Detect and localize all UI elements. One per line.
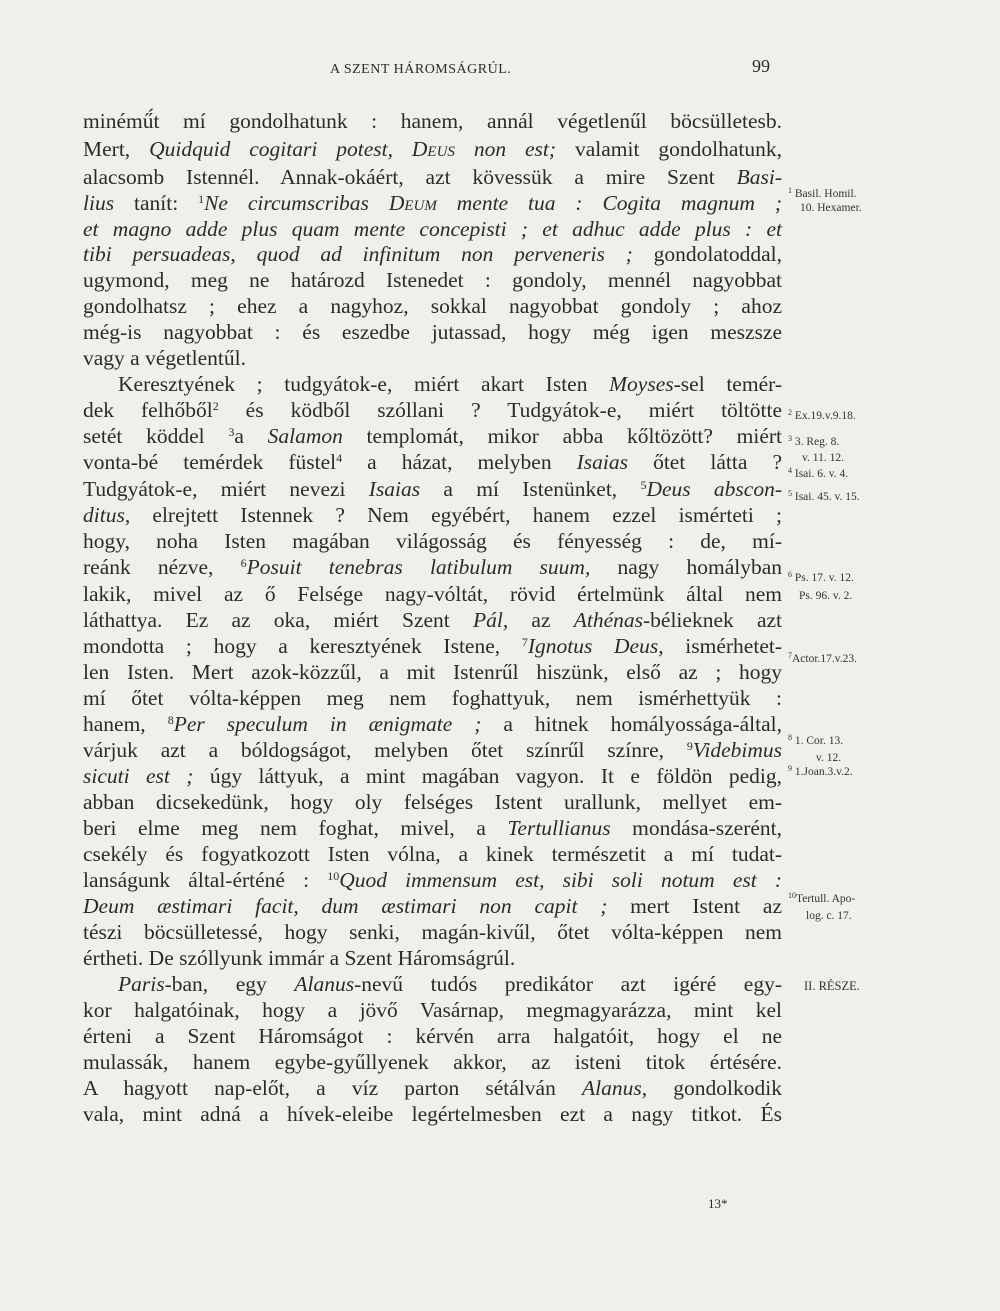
margin-note: $^5$ Isai. 45. v. 15. (788, 489, 860, 503)
text-line: még-is nagyobbat : és eszedbe jutassad, hogy még igen meszsze (83, 320, 782, 344)
text-line: gondolhatsz ; ehez a nagyhoz, sokkal nagyobbat gondoly ; ahoz (83, 294, 782, 318)
footnote-marker: 1 (198, 192, 205, 206)
footnote-marker: 9 (686, 739, 693, 753)
margin-note: $^8$ 1. Cor. 13. (788, 733, 844, 747)
text-line: hanem, $^8$Per speculum in ænigmate ; a hitnek homályossága-által, (83, 712, 782, 736)
text-line: beri elme meg nem foghat, mivel, a Tertullianus mondása-szerént, (83, 816, 783, 840)
text-line: vonta-bé temérdek füstel$^4$ a házat, melyben Isaias őtet látta ? (83, 450, 782, 474)
text-line: vagy a végetlentűl. (83, 346, 246, 370)
text-line: tészi böcsülletessé, hogy senki, magán-kivűl, őtet vólta-képpen nem (83, 920, 782, 944)
text-line: lius tanít: $^1$Ne circumscribas Deum mente tua : Cogita magnum ; (83, 191, 783, 215)
text-line: tibi persuadeas, quod ad infinitum non perveneris ; gondolatoddal, (83, 242, 782, 266)
text-line: len Isten. Mert azok-közzűl, a mit Istenrűl hiszünk, első az ; hogy (83, 660, 782, 684)
text-line: Keresztyének ; tudgyátok-e, miért akart Isten Moyses-sel temér- (118, 372, 782, 396)
footnote-marker: 3 (228, 425, 235, 439)
text-line: Tudgyátok-e, miért nevezi Isaias a mí Istenünket, $^5$Deus abscon- (83, 477, 782, 501)
page-number: 99 (752, 56, 770, 76)
footnote-marker: 7 (521, 635, 528, 649)
text-line: abban dicsekedünk, hogy oly felséges Istent urallunk, mellyet em- (83, 790, 782, 814)
running-head: A SZENT HÁROMSÁGRÚL. (330, 62, 512, 77)
footnote-marker: 6 (240, 556, 247, 570)
footnote-marker: 10 (327, 869, 340, 883)
text-line: reánk nézve, $^6$Posuit tenebras latibulum suum, nagy homályban (83, 555, 783, 579)
margin-note: v. 12. (816, 752, 842, 764)
margin-note: $^9$ 1.Joan.3.v.2. (788, 764, 853, 778)
margin-note: $^6$ Ps. 17. v. 12. (788, 570, 854, 584)
footnote-marker: 8 (167, 713, 174, 727)
text-line: ugymond, meg ne határozd Istenedet : gondoly, mennél nagyobbat (83, 268, 782, 292)
page-header (0, 56, 1000, 86)
text-line: et magno adde plus quam mente concepisti ; et adhuc adde plus : et (83, 217, 782, 241)
margin-note: $^{10}$Tertull. Apo- (788, 891, 856, 905)
margin-note: $^2$ Ex.19.v.9.18. (788, 408, 856, 422)
text-line: A hagyott nap-előt, a víz parton sétálván Alanus, gondolkodik (83, 1076, 782, 1100)
text-line: setét köddel $^3$a Salamon templomát, mikor abba kőltözött? miért (83, 424, 782, 448)
section-heading: II. RÉSZE. (804, 979, 860, 993)
text-line: vala, mint adná a hívek-eleibe legértelmesben ezt a nagy titkot. És (83, 1102, 782, 1126)
text-line: kor halgatóinak, hogy a jövő Vasárnap, megmagyarázza, mint kel (83, 998, 782, 1022)
text-line: várjuk azt a bóldogságot, melyben őtet színrűl színre, $^9$Videbimus (83, 738, 782, 762)
footnote-marker: 5 (640, 478, 647, 492)
text-line: mondotta ; hogy a keresztyének Istene, $^7$Ignotus Deus, ismérhetet- (83, 634, 782, 658)
printer-signature: 13* (708, 1196, 728, 1211)
text-line: láthattya. Ez az oka, miért Szent Pál, az Athénas-bélieknek azt (83, 608, 783, 632)
text-line: Paris-ban, egy Alanus-nevű tudós predikátor azt igéré egy- (118, 972, 783, 996)
text-line: lakik, mivel az ő Felsége nagy-vóltát, rövid értelmünk által nem (83, 582, 782, 606)
text-line: dek felhőből$^2$ és ködből szóllani ? Tudgyátok-e, miért töltötte (83, 398, 782, 422)
margin-note: log. c. 17. (806, 910, 852, 922)
footnote-marker: 4 (336, 451, 343, 465)
text-line: lanságunk által-érténé : $^{10}$Quod immensum est, sibi soli notum est : (83, 868, 782, 892)
footnote-marker: 2 (212, 399, 219, 413)
text-line: mí őtet vólta-képpen meg nem foghattyuk, nem ismérhettyük : (83, 686, 782, 710)
text-line: csekély és fogyatkozott Isten vólna, a kinek természetit a mí tudat- (83, 842, 782, 866)
margin-note: v. 11. 12. (802, 452, 844, 464)
margin-note: Ps. 96. v. 2. (799, 590, 853, 602)
text-line: értheti. De szóllyunk immár a Szent Háromságrúl. (83, 946, 516, 970)
text-line: hogy, noha Isten magában világosság és fényesség : de, mí- (83, 529, 782, 553)
text-line: minémű́t mí gondolhatunk : hanem, annál végetlenűl böcsülletesb. (83, 109, 782, 133)
text-line: Mert, Quidquid cogitari potest, Deus non est; valamit gondolhatunk, (83, 137, 782, 161)
margin-note: $^3$ 3. Reg. 8. (788, 434, 840, 448)
margin-note: $^4$ Isai. 6. v. 4. (788, 466, 849, 480)
text-line: mulassák, hanem egybe-gyűllyenek akkor, az isteni titok értésére. (83, 1050, 782, 1074)
margin-note: $^1$ Basil. Homil. (788, 186, 857, 200)
margin-note: 10. Hexamer. (800, 202, 862, 214)
text-line: Deum æstimari facit, dum æstimari non capit ; mert Istent az (83, 894, 782, 918)
text-line: érteni a Szent Háromságot : kérvén arra halgatóit, hogy el ne (83, 1024, 782, 1048)
text-line: alacsomb Istennél. Annak-okáért, azt kövessük a mire Szent Basi- (83, 165, 782, 189)
text-line: sicuti est ; úgy láttyuk, a mint magában vagyon. It e földön pedig, (83, 764, 782, 788)
text-line: ditus, elrejtett Istennek ? Nem egyébért, hanem ezzel ismérteti ; (83, 503, 782, 527)
margin-note: $^7$Actor.17.v.23. (788, 651, 858, 665)
